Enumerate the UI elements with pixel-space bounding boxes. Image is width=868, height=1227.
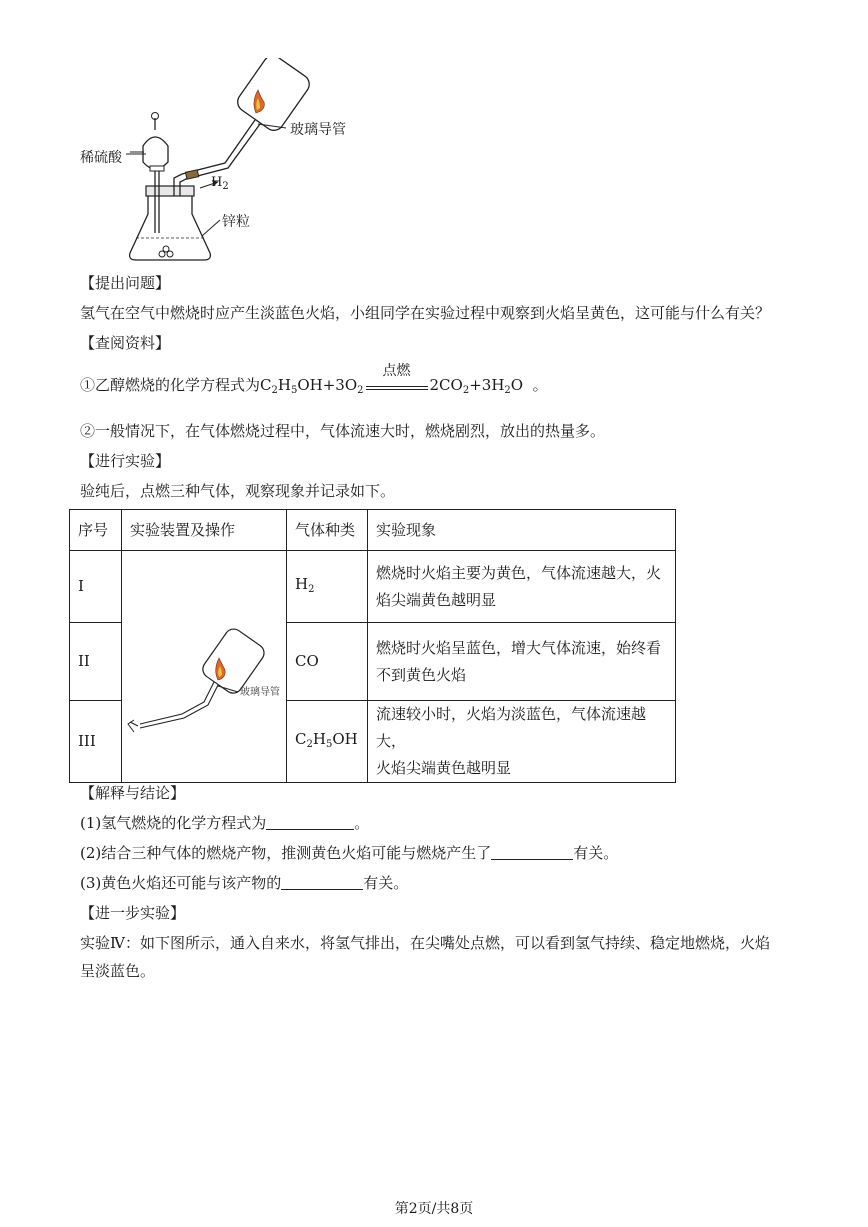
header-gas: 气体种类 (287, 510, 368, 551)
row-no: I (70, 551, 122, 623)
table-header-row (70, 510, 676, 551)
row-gas: $H_2$ (287, 551, 368, 623)
stopper (146, 186, 194, 196)
row-observation: 流速较小时，火焰为淡蓝色，气体流速越大， 火焰尖端黄色越明显 (368, 701, 676, 783)
row-gas: $C_2H_5OH$ (287, 701, 368, 783)
burning-tube-figure (122, 554, 286, 780)
page-footer: 第2页/共8页 (394, 1201, 474, 1217)
question-2: (2)结合三种气体的燃烧产物，推测黄色火焰可能与燃烧产生了 有关。 (80, 844, 619, 862)
answer-blank-1[interactable] (266, 814, 354, 830)
row-observation: 燃烧时火焰呈蓝色，增大气体流速，始终看 不到黄色火焰 (368, 623, 676, 701)
nozzle-icon (128, 720, 138, 732)
label-zinc: 锌粒 (222, 214, 250, 230)
question-1: (1)氢气燃烧的化学方程式为 。 (80, 814, 370, 832)
reference-2: ②一般情况下，在气体燃烧过程中，气体流速大时，燃烧剧烈，放出的热量多。 (80, 422, 606, 440)
question-text: 氢气在空气中燃烧时应产生淡蓝色火焰，小组同学在实验过程中观察到火焰呈黄色，这可能与什么有关？ (80, 304, 771, 322)
conical-flask (130, 196, 211, 260)
further-text-1: 实验Ⅳ：如下图所示，通入自来水，将氢气排出，在尖嘴处点燃，可以看到氢气持续、稳定地燃烧，火焰 (80, 934, 770, 952)
section-heading-experiment: 【进行实验】 (80, 452, 171, 470)
section-heading-question: 【提出问题】 (80, 274, 171, 292)
header-observation: 实验现象 (368, 510, 676, 551)
flame-icon (254, 90, 264, 113)
label-dilute-acid: 稀硫酸 (80, 150, 122, 166)
further-text-2: 呈淡蓝色。 (80, 962, 156, 980)
apparatus-cell (122, 551, 287, 783)
row-no: II (70, 623, 122, 701)
question-3: (3)黄色火焰还可能与该产物的 有关。 (80, 874, 409, 892)
answer-blank-3[interactable] (281, 874, 363, 890)
table-row (70, 551, 676, 623)
tube-line (140, 682, 214, 724)
section-heading-further: 【进一步实验】 (80, 904, 186, 922)
label-glass-tube-small: 玻璃导管 (240, 687, 280, 698)
section-heading-references: 【查阅资料】 (80, 334, 171, 352)
section-heading-conclusion: 【解释与结论】 (80, 784, 186, 802)
header-no: 序号 (70, 510, 122, 551)
reaction-condition: 点燃 (366, 380, 428, 390)
ethanol-equation: ①乙醇燃烧的化学方程式为$C_2H_5OH+3O_2$ 点燃 $2CO_2+3H_2O$ 。 (80, 363, 548, 396)
row-gas: CO (287, 623, 368, 701)
header-apparatus: 实验装置及操作 (122, 510, 287, 551)
experiment-intro: 验纯后，点燃三种气体，观察现象并记录如下。 (80, 482, 396, 500)
separatory-funnel (143, 137, 168, 169)
row-no: III (70, 701, 122, 783)
experiment-table (69, 509, 676, 783)
answer-blank-2[interactable] (491, 844, 573, 860)
label-glass-tube: 玻璃导管 (290, 122, 346, 138)
label-h2: $H_2$ (211, 175, 229, 192)
row-observation: 燃烧时火焰主要为黄色，气体流速越大，火 焰尖端黄色越明显 (368, 551, 676, 623)
